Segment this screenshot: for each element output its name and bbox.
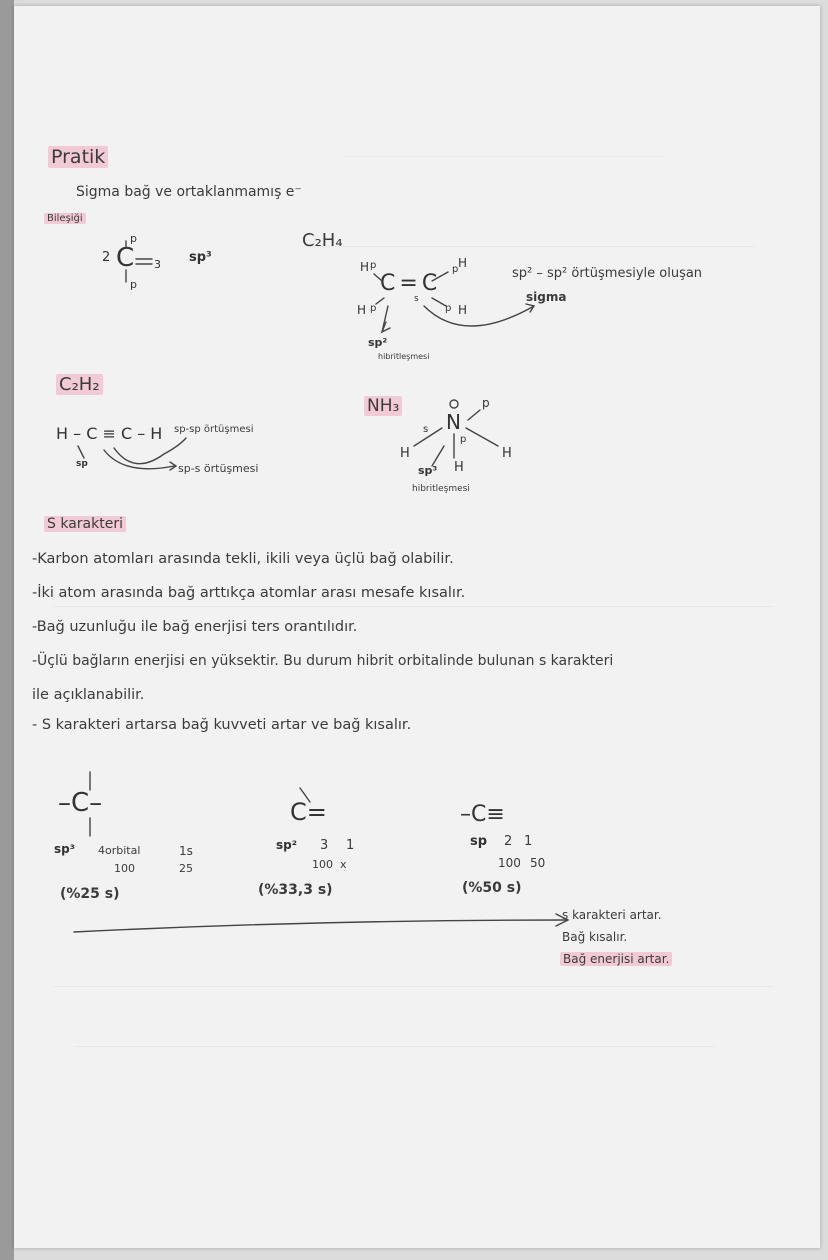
acetylene-formula: C₂H₂	[56, 374, 103, 395]
s-line-3: -Bağ uzunluğu ile bağ enerjisi ters orantılıdır.	[32, 619, 358, 635]
s-line-6: - S karakteri artarsa bağ kuvveti artar ve bağ kısalır.	[32, 717, 412, 733]
hybrid-sp-orbital: 2	[504, 834, 513, 849]
ethene-h3: H	[357, 303, 367, 317]
ethene-molecule: C = C	[380, 271, 438, 296]
carbon-bottom-p: p	[130, 278, 137, 291]
ammonia-hybrid-note: hibritleşmesi	[412, 484, 470, 494]
ammonia-h-bottom: H	[454, 460, 464, 475]
conclusion-2: Bağ kısalır.	[562, 930, 628, 944]
scan-edge	[0, 0, 14, 1260]
ethene-p4: p	[445, 303, 452, 314]
ammonia-lone-p: p	[482, 396, 490, 410]
ammonia-center: N	[446, 410, 461, 434]
hybrid-sp2-100: 100	[312, 858, 333, 871]
ethene-h1: H	[360, 260, 370, 274]
carbon-top-p: p	[130, 232, 137, 245]
hybrid-sp3-type: sp³	[54, 842, 75, 856]
carbon-left-label: 2	[102, 250, 111, 265]
carbon-right-3: 3	[154, 258, 161, 271]
hybrid-sp-type: sp	[470, 834, 488, 849]
ethene-hybrid-note: hibritleşmesi	[378, 352, 430, 361]
hybrid-sp2-orbital: 3	[320, 838, 329, 853]
ethene-h2: H	[458, 256, 468, 270]
carbon-hybrid: sp³	[189, 250, 212, 265]
hybrid-sp3-symbol: –C–	[58, 788, 103, 818]
notebook-page	[14, 6, 820, 1248]
hybrid-sp-50: 50	[530, 856, 546, 870]
conclusion-1: s karakteri artar.	[562, 908, 662, 922]
hybrid-sp-result: (%50 s)	[462, 880, 522, 896]
ethene-note-2: sigma	[526, 290, 567, 304]
hybrid-sp2-type: sp²	[276, 838, 297, 852]
hybrid-sp3-25: 25	[179, 862, 193, 875]
hybrid-sp2-s: 1	[346, 838, 355, 853]
hybrid-sp2-symbol: C=	[290, 798, 327, 826]
ethene-note-1: sp² – sp² örtüşmesiyle oluşan	[512, 266, 703, 281]
hybrid-sp3-result: (%25 s)	[60, 886, 120, 902]
acetylene-molecule: H – C ≡ C – H	[56, 424, 163, 443]
ammonia-h-left: H	[400, 446, 410, 461]
ammonia-h-right: H	[502, 446, 512, 461]
ammonia-formula: NH₃	[364, 396, 402, 416]
s-karakteri-heading: S karakteri	[44, 516, 126, 532]
ammonia-hybrid: sp³	[418, 464, 438, 477]
ethene-s: s	[414, 294, 419, 304]
carbon-center: C	[116, 243, 135, 273]
s-line-1: -Karbon atomları arasında tekli, ikili veya üçlü bağ olabilir.	[32, 551, 454, 567]
prompt-label: Bileşiği	[44, 213, 86, 224]
acetylene-sp-s: sp-s örtüşmesi	[178, 462, 259, 475]
hybrid-sp3-orbital: 4orbital	[98, 844, 141, 857]
ethene-formula: C₂H₄	[302, 230, 343, 251]
ethene-p3: p	[370, 303, 377, 314]
hybrid-sp-100: 100	[498, 856, 521, 870]
ammonia-p: p	[460, 434, 467, 445]
conclusion-3: Bağ enerjisi artar.	[560, 952, 672, 966]
hybrid-sp3-100: 100	[114, 862, 135, 875]
acetylene-sp-sp: sp-sp örtüşmesi	[174, 424, 254, 435]
hybrid-sp3-s: 1s	[179, 844, 193, 858]
s-line-5: ile açıklanabilir.	[32, 687, 145, 703]
prompt-text: Sigma bağ ve ortaklanmamış e⁻	[76, 184, 302, 200]
ethene-hybrid: sp²	[368, 336, 388, 349]
hybrid-sp2-x: x	[340, 858, 347, 871]
s-line-4: -Üçlü bağların enerjisi en yüksektir. Bu durum hibrit orbitalinde bulunan s karakteri	[32, 653, 614, 669]
ethene-p1: p	[370, 260, 377, 271]
ammonia-s: s	[423, 424, 429, 435]
page-title: Pratik	[48, 146, 108, 168]
hybrid-sp-symbol: –C≡	[460, 802, 505, 827]
acetylene-left-sp: sp	[76, 459, 88, 469]
hybrid-sp2-result: (%33,3 s)	[258, 882, 333, 898]
ethene-p2: p	[452, 264, 459, 275]
ethene-h4: H	[458, 303, 468, 317]
hybrid-sp-s: 1	[524, 834, 533, 849]
s-line-2: -İki atom arasında bağ arttıkça atomlar arası mesafe kısalır.	[32, 585, 466, 601]
